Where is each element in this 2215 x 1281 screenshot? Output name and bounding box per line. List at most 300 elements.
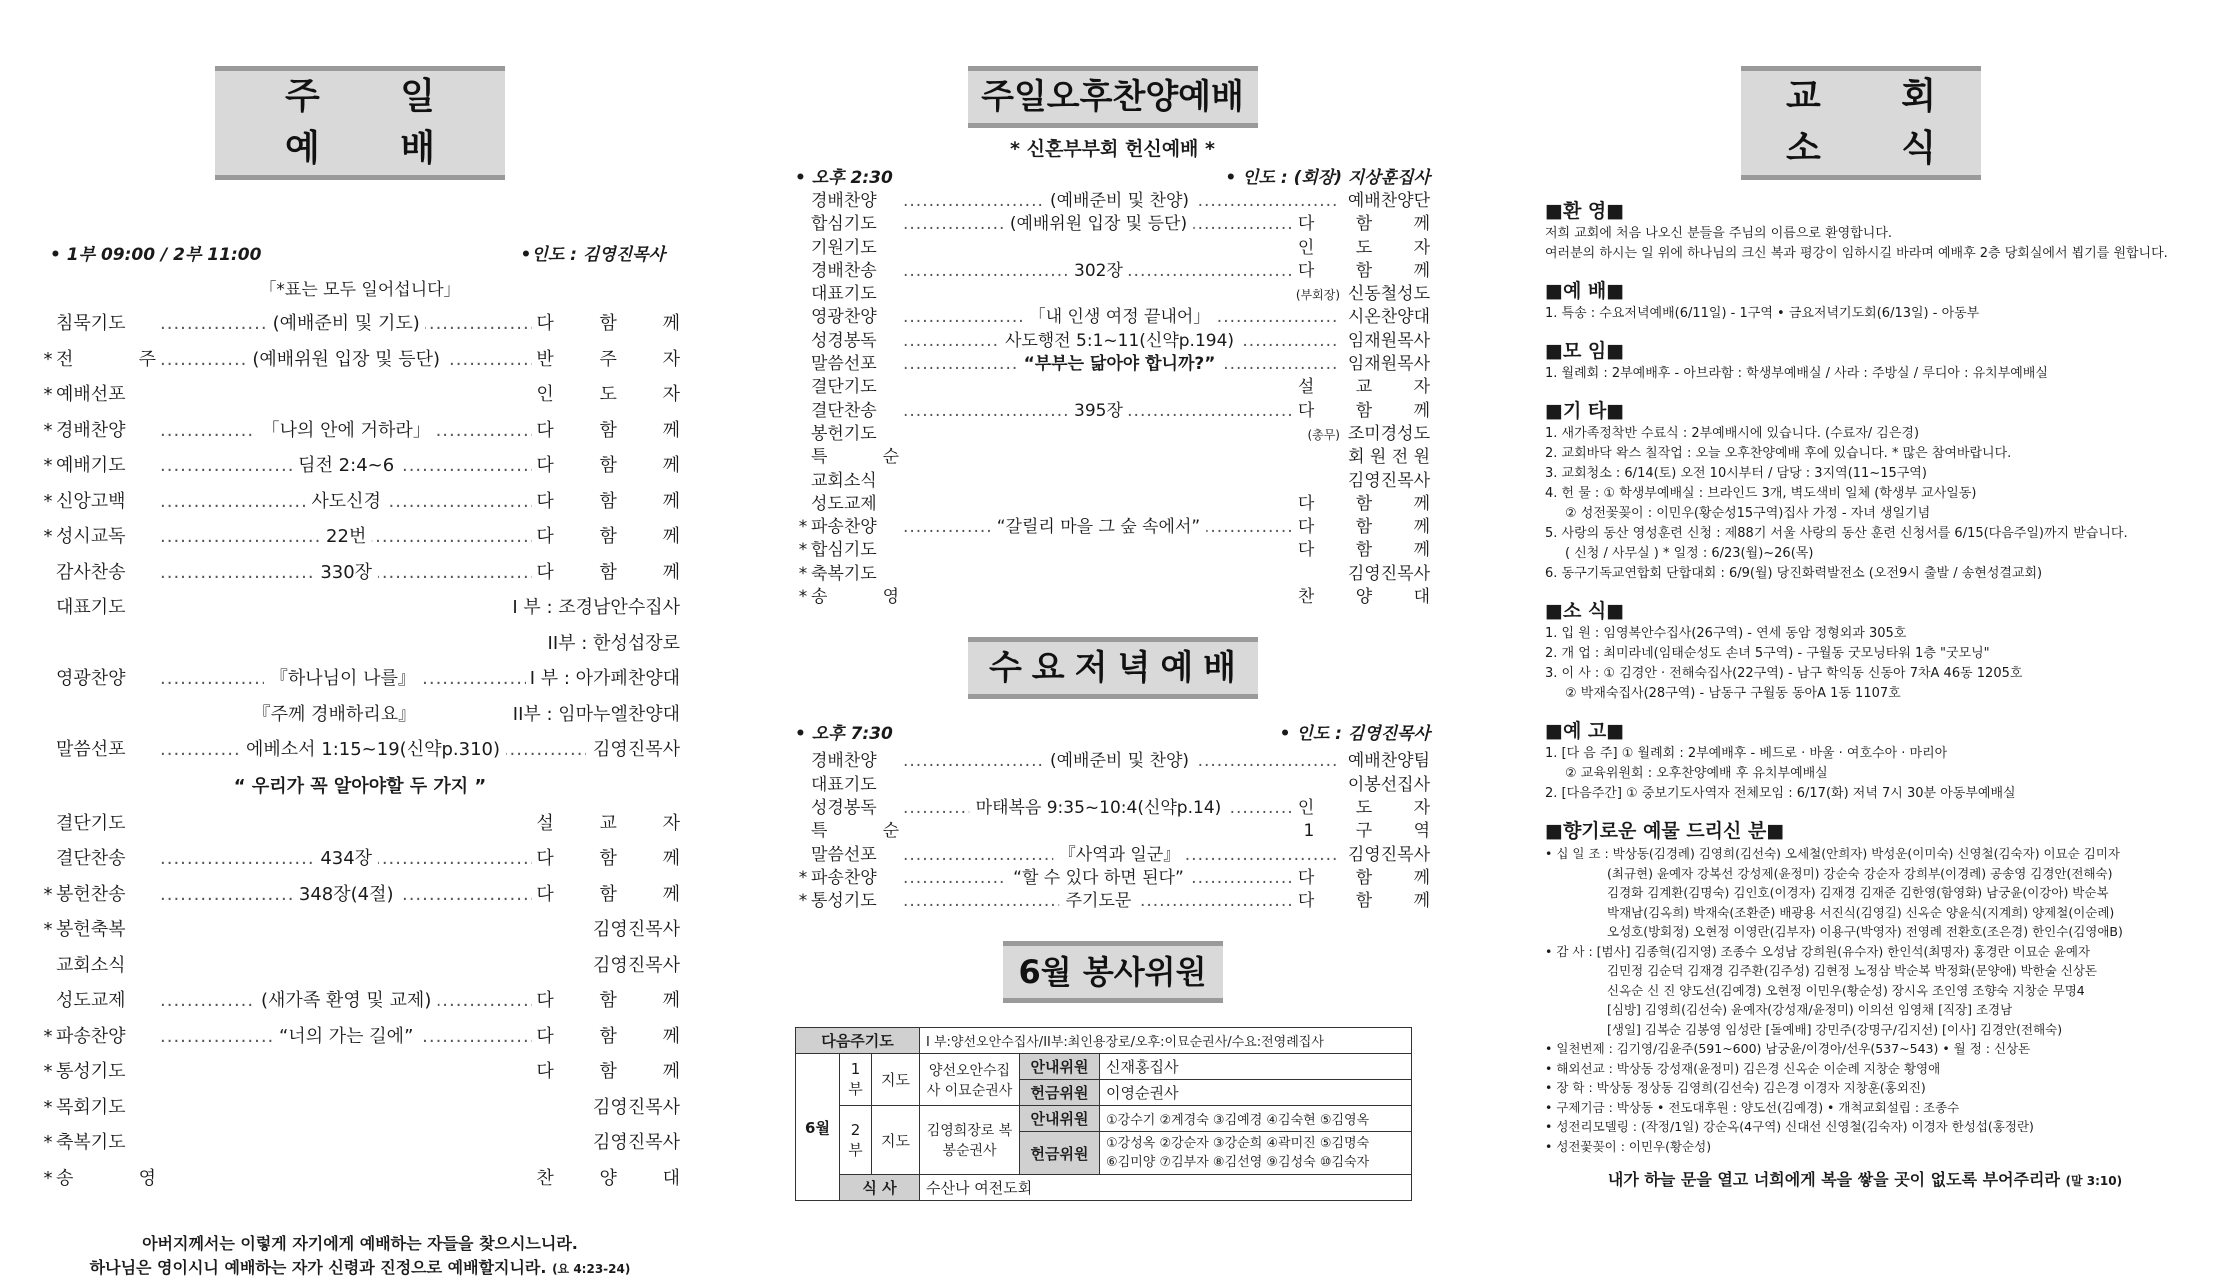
order-row: [40, 697, 680, 733]
order-row: [795, 376, 1448, 399]
order-item-detail-text: 주기도문: [1060, 890, 1138, 913]
order-item-detail: [160, 661, 526, 697]
news-line: 1. 입 원 : 임영복안수집사(26구역) - 연세 동암 정형외과 305호: [1545, 626, 1907, 641]
order-item-detail: [903, 844, 1336, 867]
stand-marker: *: [798, 587, 808, 608]
order-item-detail-text: 『주께 경배하리요』: [247, 697, 422, 733]
order-item-detail-text: 「내 인생 여정 끝내어」: [1023, 306, 1217, 329]
worship-text: [1545, 304, 2185, 324]
order-item-detail: [160, 1019, 532, 1055]
order-item-person: 다 함 께: [536, 313, 700, 334]
order-item-person: 김영진목사: [593, 1132, 680, 1153]
order-item-person: 설 교 자: [536, 812, 700, 834]
order-item-name: 대표기도: [811, 774, 877, 795]
order-item-name: 대표기도: [811, 284, 877, 305]
order-row: [40, 841, 700, 877]
wednesday-service-title: 수요저녁예배: [968, 637, 1258, 699]
order-item-name: 말씀선포: [56, 739, 126, 760]
stand-marker: *: [43, 1025, 53, 1047]
order-item-person: 신동철성도: [1347, 284, 1430, 305]
standing-note: 「*표는 모두 일어섭니다」: [259, 280, 461, 300]
notice-text: [1545, 744, 2185, 804]
order-row: [40, 912, 680, 948]
order-row: [795, 283, 1430, 306]
order-row: [795, 306, 1430, 329]
order-item-name: 축복기도: [811, 563, 877, 584]
order-row: [40, 983, 700, 1019]
stand-marker: *: [43, 455, 53, 476]
order-row: [40, 1090, 680, 1126]
order-item-name: 파송찬양: [56, 1025, 126, 1047]
order-item-detail: [160, 519, 532, 555]
order-item-person: 다 함 께: [536, 848, 700, 869]
meeting-heading: ■모 임■: [1545, 340, 1625, 362]
order-item-person: 이봉선집사: [1347, 774, 1430, 795]
order-row: [795, 563, 1430, 586]
guide-label-1: 안내위원: [1020, 1054, 1100, 1080]
order-item-detail-text: 395장: [1068, 400, 1129, 423]
news-line: • 해외선교 : 박상동 강성재(윤정미) 김은경 신옥순 이순례 지창순 황영애: [1545, 1060, 1941, 1076]
news-line: [생일] 김복순 김봉영 임성란 [돌예배] 강민주(강명구/김지선) [이사] 김경안(전해숙): [1607, 1021, 2063, 1037]
stand-marker: *: [798, 517, 808, 538]
order-item-detail: [160, 983, 532, 1019]
order-item-name: 경배찬양: [56, 419, 126, 441]
afternoon-subtitle: * 신혼부부회 헌신예배 *: [1010, 138, 1215, 160]
stand-marker: *: [43, 419, 53, 441]
order-item-name: 교회소식: [811, 470, 877, 491]
stand-marker: *: [43, 1096, 53, 1118]
order-item-person: 김영진목사: [1347, 844, 1430, 865]
order-row: [795, 890, 1448, 913]
order-row: [795, 260, 1448, 283]
order-item-person: I 부 : 조경남안수집사: [512, 597, 680, 618]
order-item-person: 다 함 께: [1297, 260, 1448, 281]
news-line: • 성전꽃꽂이 : 이민우(황순성): [1545, 1138, 1712, 1154]
order-item-name: 파송찬양: [811, 867, 877, 888]
news-line: ② 박재숙집사(28구역) - 남동구 구월동 동아A 1동 1107호: [1565, 686, 1901, 701]
order-row: [40, 484, 700, 520]
order-item-name: 교회소식: [56, 954, 126, 976]
worship-heading: ■예 배■: [1545, 280, 1625, 302]
order-item-person: 다 함 께: [536, 419, 700, 441]
offerings-heading: ■향기로운 예물 드리신 분■: [1545, 820, 1785, 842]
order-row: [40, 626, 680, 662]
verse-line-2: 하나님은 영이시니 예배하는 자가 신령과 진정으로 예배할지니라.: [89, 1258, 547, 1277]
order-row: [40, 448, 700, 484]
news-heading: ■소 식■: [1545, 600, 1625, 622]
order-item-detail: [903, 750, 1336, 773]
order-row: [795, 844, 1430, 867]
order-item-person: 찬 양 대: [1297, 587, 1448, 608]
order-item-name: 합심기도: [811, 214, 877, 235]
afternoon-leader: • 인도 : (회장) 지상훈집사: [1225, 168, 1430, 188]
order-item-detail: [903, 353, 1336, 376]
wednesday-time: • 오후 7:30: [795, 724, 893, 745]
news-line: • 십 일 조 : 박상동(김경례) 김영희(김선숙) 오세철(안희자) 박성운(이미숙) 신영철(김숙자) 이묘순 김미자: [1545, 846, 2120, 861]
offering-label-2: 헌금위원: [1020, 1132, 1100, 1175]
order-item-name: 통성기도: [811, 891, 877, 912]
meal-value: 수산나 여전도회: [920, 1175, 1412, 1201]
first-leaders: 양선오안수집사 이묘순권사: [920, 1054, 1020, 1106]
order-item-detail-text: 「나의 안에 거하라」: [256, 413, 437, 449]
news-line: 1. 월례회 : 2부예배후 - 아브라함 : 학생부예배실 / 사라 : 주방실 / 루디아 : 유치부예배실: [1545, 366, 2048, 381]
order-item-person: 다 함 께: [536, 526, 700, 547]
news-line: 6. 동구기독교연합회 단합대회 : 6/9(월) 당진화력발전소 (오전9시 출발 / 송현성결교회): [1545, 566, 2043, 581]
order-item-person: 다 함 께: [536, 1025, 700, 1047]
news-line: 신옥순 신 진 양도선(김예경) 오현정 이민우(황순성) 장시옥 조인영 조향숙 지창순 무명4: [1607, 982, 2085, 998]
order-row: [40, 342, 700, 378]
order-item-person: 다 함 께: [1297, 493, 1448, 514]
order-item-person: 다 함 께: [536, 990, 700, 1011]
order-item-detail: [903, 330, 1336, 353]
order-item-detail-text: (예배준비 및 찬양): [1044, 750, 1195, 773]
guide-value-1: 신재홍집사: [1100, 1054, 1412, 1080]
order-row: [795, 867, 1448, 890]
stand-marker: *: [43, 490, 53, 512]
order-item-detail: [903, 516, 1294, 539]
order-item-person: 인 도 자: [1297, 797, 1448, 818]
offering-value-2a: ①강성옥 ②강순자 ③강순희 ④곽미진 ⑤김명숙: [1106, 1136, 1370, 1152]
order-row: [795, 539, 1448, 562]
news-line: • 성전리모델링 : (작정/1일) 강순옥(4구역) 신대선 신영철(김숙자) 이경자 한성섭(홍정란): [1545, 1119, 2034, 1134]
order-item-name: 영광찬양: [811, 307, 877, 328]
offerings-text: [1545, 844, 2185, 1156]
order-row: [795, 446, 1430, 469]
service-time: • 1부 09:00 / 2부 11:00: [50, 245, 262, 265]
order-item-person: 인 도 자: [1297, 237, 1448, 258]
next-week-prayer-label: 다음주기도: [796, 1028, 920, 1054]
order-item-person: 임재원목사: [1347, 354, 1430, 375]
first-leader-label: 지도: [872, 1054, 920, 1106]
order-item-person: 찬 양 대: [536, 1167, 700, 1189]
order-row: [795, 237, 1448, 260]
order-item-detail: [903, 890, 1294, 913]
news-line: 4. 헌 물 : ① 학생부예배실 : 브라인드 3개, 벽도색비 일체 (학생부 교사일동): [1545, 486, 1977, 501]
order-item-name: 합심기도: [811, 540, 877, 561]
order-row: [795, 470, 1430, 493]
stand-marker: *: [43, 1167, 53, 1189]
meal-label: 식 사: [840, 1175, 920, 1201]
news-line: 1. [다 음 주] ① 월례회 : 2부예배후 - 베드로 · 바울 · 여호수아 · 마리아: [1545, 746, 1948, 761]
order-item-person: 김영진목사: [593, 739, 680, 760]
order-row: [40, 377, 700, 413]
order-item-detail: [160, 877, 532, 913]
order-item-detail: [903, 213, 1294, 236]
order-item-person: 회 원 전 원: [1348, 447, 1430, 468]
order-item-detail: [160, 342, 532, 378]
order-item-person: 김영진목사: [1347, 470, 1430, 491]
news-line: 5. 사랑의 동산 영성훈련 신청 : 제88기 서울 사랑의 동산 훈련 신청서를 6/15(다음주일)까지 받습니다.: [1545, 526, 2128, 541]
wednesday-leader: • 인도 : 김영진목사: [1279, 724, 1430, 745]
order-item-detail: [160, 448, 532, 484]
stand-marker: *: [43, 919, 53, 940]
news-line: 김경화 김계환(김명숙) 김인호(이경자) 김재경 김재준 김한영(함영화) 남궁윤(이강아) 박순복: [1607, 885, 2109, 900]
order-item-detail: [903, 400, 1294, 423]
news-line: (최규현) 윤예자 강복선 강성제(윤정미) 강순숙 강순자 강희부(이경례) 공송영 김경안(전해숙): [1607, 865, 2113, 881]
order-item-person: 다 함 께: [536, 1061, 700, 1082]
order-item-detail-text: 『사역과 일군』: [1053, 844, 1187, 867]
order-row: [795, 586, 1448, 609]
order-item-name: 전 주: [56, 348, 156, 370]
stand-marker: *: [43, 883, 53, 905]
order-row: [40, 806, 700, 842]
stand-marker: *: [43, 1061, 53, 1082]
news-line: 여러분의 하시는 일 위에 하나님의 크신 복과 평강이 임하시길 바라며 예배후 2층 당회실에서 뵙기를 원합니다.: [1545, 246, 2168, 261]
first-service-cell: 1부: [840, 1054, 872, 1106]
order-item-name: 신앙고백: [56, 490, 126, 512]
order-row: [40, 948, 680, 984]
order-item-name: 예배기도: [56, 455, 126, 476]
right-verse: 내가 하늘 문을 열고 너희에게 복을 쌓을 곳이 없도록 부어주리라: [1607, 1170, 2060, 1189]
order-item-person: 다 함 께: [1297, 540, 1448, 561]
order-item-name: 결단찬송: [56, 848, 126, 869]
order-item-role: (총무): [1307, 427, 1340, 442]
afternoon-time: • 오후 2:30: [795, 168, 893, 188]
order-item-name: 성시교독: [56, 526, 126, 547]
order-item-detail-text: (새가족 환영 및 교제): [255, 983, 437, 1019]
order-item-detail-text: “부부는 닮아야 합니까?”: [1018, 353, 1222, 376]
order-row: [40, 1019, 700, 1055]
order-item-person: 반 주 자: [536, 348, 700, 370]
news-line: 박재남(김옥희) 박재숙(조환준) 배광용 서진식(김영길) 신옥순 양윤식(지계희) 양제철(이순례): [1607, 904, 2115, 920]
order-item-detail-text: 348장(4절): [293, 877, 400, 913]
offering-value-1: 이영순권사: [1100, 1080, 1412, 1106]
guide-label-2: 안내위원: [1020, 1106, 1100, 1132]
order-item-person: II부 : 임마누엘찬양대: [512, 703, 680, 725]
stand-marker: *: [798, 891, 808, 912]
stand-marker: *: [43, 384, 53, 405]
news-line: 김민정 김순덕 김재경 김주환(김주성) 김현정 노정삼 박순복 박정화(문양애) 박한술 신상돈: [1607, 963, 2097, 978]
order-item-name: 말씀선포: [811, 354, 877, 375]
news-line: 3. 이 사 : ① 김경안 · 전해숙집사(22구역) - 남구 학익동 신동아 7차A 46동 1205호: [1545, 666, 2023, 681]
order-item-detail-text: 마태복음 9:35~10:4(신약p.14): [970, 797, 1228, 820]
order-row: [40, 413, 700, 449]
order-item-detail-text: (예배위원 입장 및 등단): [246, 342, 446, 378]
sermon-title: “ 우리가 꼭 알아야할 두 가지 ”: [233, 775, 487, 797]
order-item-person: 김영진목사: [593, 1096, 680, 1118]
order-row: [40, 590, 680, 626]
order-item-name: 성도교제: [56, 990, 126, 1011]
stand-marker: *: [43, 348, 53, 370]
news-line: ( 신청 / 사무실 ) * 일정 : 6/23(월)~26(목): [1565, 546, 1814, 561]
verse-line-1: 아버지께서는 이렇게 자기에게 예배하는 자들을 찾으시느니라.: [142, 1234, 578, 1253]
order-item-person: 김영진목사: [593, 954, 680, 976]
order-row: [795, 797, 1448, 820]
news-line: 저희 교회에 처음 나오신 분들을 주님의 이름으로 환영합니다.: [1545, 226, 1893, 241]
order-item-detail-text: 딤전 2:4~6: [292, 448, 400, 484]
order-item-name: 송 영: [56, 1167, 156, 1189]
order-row: [795, 750, 1430, 773]
order-item-name: 성경봉독: [811, 330, 877, 351]
news-line: • 구제기금 : 박상동 • 전도대후원 : 양도선(김예경) • 개척교회설립 : 조종수: [1545, 1099, 1960, 1115]
order-item-name: 송 영: [811, 587, 899, 608]
sunday-service-column: [40, 0, 700, 1277]
order-row: [40, 877, 700, 913]
afternoon-service-title: 주일오후찬양예배: [968, 66, 1258, 128]
order-item-person: 조미경성도: [1347, 423, 1430, 444]
welcome-text: [1545, 224, 2185, 264]
order-row: [795, 774, 1430, 797]
afternoon-service-column: [795, 0, 1448, 1240]
etc-text: [1545, 424, 2185, 584]
order-item-detail-text: (예배준비 및 기도): [267, 306, 426, 342]
order-item-name: 파송찬양: [811, 517, 877, 538]
church-news-column: [1545, 0, 2185, 1240]
news-line: 2. [다음주간] ① 중보기도사역자 전체모임 : 6/17(화) 저녁 7시 30분 아동부예배실: [1545, 786, 2016, 801]
order-item-detail-text: 『하나님이 나를』: [264, 661, 422, 697]
order-item-detail-text: 에베소서 1:15~19(신약p.310): [240, 732, 506, 768]
order-item-detail: [903, 190, 1336, 213]
service-leader: •인도 : 김영진목사: [520, 245, 665, 265]
order-row: [795, 330, 1430, 353]
order-item-detail-text: 302장: [1068, 260, 1129, 283]
order-item-person: 다 함 께: [1297, 214, 1448, 235]
order-item-person: 다 함 께: [1297, 400, 1448, 421]
news-line: 2. 교회바닥 왁스 칠작업 : 오늘 오후찬양예배 후에 있습니다. * 많은 참여바랍니다.: [1545, 446, 2012, 461]
order-row: [795, 190, 1430, 213]
stand-marker: *: [43, 1132, 53, 1153]
order-item-person: I 부 : 아가페찬양대: [529, 668, 680, 689]
order-item-detail: [160, 555, 532, 591]
order-item-person: 임재원목사: [1347, 330, 1430, 351]
order-item-name: 봉헌기도: [811, 423, 877, 444]
order-item-detail-text: 사도행전 5:1~11(신약p.194): [999, 330, 1240, 353]
order-item-person: 설 교 자: [1297, 377, 1448, 398]
order-item-detail-text: (예배준비 및 찬양): [1044, 190, 1195, 213]
order-item-name: 성도교제: [811, 493, 877, 514]
order-item-detail: [160, 484, 532, 520]
order-of-service-2: [40, 806, 700, 1197]
news-line: 오성호(방회정) 오현정 이영란(김부자) 이용구(박영자) 전영례 전환호(조은경) 한인수(김영애B): [1607, 924, 2123, 939]
order-item-name: 목회기도: [56, 1096, 126, 1118]
order-item-name: 경배찬양: [811, 751, 877, 772]
order-item-name: 특 순: [811, 447, 899, 468]
order-item-detail: [903, 306, 1336, 329]
order-item-person: II부 : 한성섭장로: [547, 632, 680, 654]
news-line: ② 교육위원회 : 오후찬양예배 후 유치부예배실: [1565, 766, 1828, 781]
order-item-detail-text: 사도신경: [305, 484, 387, 520]
order-item-name: 봉헌축복: [56, 919, 126, 940]
order-item-detail-text: “너의 가는 길에”: [273, 1019, 419, 1055]
second-leaders: 김영희장로 복봉순권사: [920, 1106, 1020, 1175]
order-item-person: 다 함 께: [1297, 867, 1448, 888]
guide-value-2: ①강수기 ②계경숙 ③김예경 ④김숙현 ⑤김영옥: [1100, 1106, 1412, 1132]
order-item-person: 예배찬양팀: [1347, 751, 1430, 772]
order-item-detail: [160, 413, 532, 449]
order-item-name: 예배선포: [56, 384, 126, 405]
order-item-name: 경배찬송: [811, 260, 877, 281]
order-item-name: 침묵기도: [56, 313, 126, 334]
order-row: [795, 493, 1448, 516]
order-row: [795, 213, 1448, 236]
order-row: [40, 661, 680, 697]
stand-marker: *: [43, 526, 53, 547]
order-item-name: 결단기도: [56, 812, 126, 834]
order-item-name: 결단찬송: [811, 400, 877, 421]
order-item-name: 통성기도: [56, 1061, 126, 1082]
order-item-name: 특 순: [811, 821, 899, 842]
news-line: • 장 학 : 박상동 정상동 김영희(김선숙) 김은경 이경자 지창훈(홍외진): [1545, 1080, 1926, 1095]
second-leader-label: 지도: [872, 1106, 920, 1175]
order-item-detail: [903, 260, 1294, 283]
order-item-person: 다 함 께: [536, 561, 700, 583]
news-line: • 감 사 : [범사] 김종혁(김지영) 조종수 오성남 강희원(유수자) 한인석(최명자) 홍경란 이묘순 윤예자: [1545, 943, 2091, 959]
order-row: [40, 732, 680, 768]
order-row: [795, 353, 1430, 376]
order-item-name: 결단기도: [811, 377, 877, 398]
order-item-detail: [160, 841, 532, 877]
order-item-detail: [903, 867, 1294, 890]
order-item-person: 다 함 께: [1297, 517, 1448, 538]
news-line: 3. 교회청소 : 6/14(토) 오전 10시부터 / 담당 : 3지역(11~15구역): [1545, 466, 1927, 481]
stand-marker: *: [798, 540, 808, 561]
order-item-detail: [903, 797, 1294, 820]
order-item-detail: [160, 732, 586, 768]
order-item-person: 김영진목사: [593, 919, 680, 940]
order-row: [795, 423, 1430, 446]
order-item-detail-text: “할 수 있다 하면 된다”: [1007, 867, 1190, 890]
sunday-service-title: 주 일 예 배: [215, 66, 505, 180]
notice-heading: ■예 고■: [1545, 720, 1625, 742]
news-line: 1. 특송 : 수요저녁예배(6/11일) - 1구역 • 금요저녁기도회(6/13일) - 아동부: [1545, 306, 1980, 321]
order-item-person: 다 함 께: [1297, 891, 1448, 912]
order-item-name: 영광찬양: [56, 668, 126, 689]
order-item-name: 감사찬송: [56, 561, 126, 583]
order-item-person: 인 도 자: [536, 384, 700, 405]
afternoon-order: [795, 190, 1448, 609]
order-row: [40, 519, 700, 555]
offering-value-2b: ⑥김미양 ⑦김부자 ⑧김선영 ⑨김성숙 ⑩김숙자: [1106, 1155, 1370, 1171]
order-item-person: 다 함 께: [536, 883, 700, 905]
order-of-service: [40, 306, 700, 768]
order-item-person: 1 구 역: [1303, 821, 1448, 842]
news-line: 2. 개 업 : 최미라네(임태순성도 손녀 5구역) - 구월동 굿모닝타워 1층 "굿모닝": [1545, 646, 1990, 661]
next-week-prayer-value: I 부:양선오안수집사/II부:최인용장로/오후:이묘순권사/수요:전영례집사: [920, 1028, 1412, 1054]
order-row: [40, 1161, 700, 1197]
wednesday-order: [795, 750, 1448, 913]
order-row: [40, 1054, 700, 1090]
welcome-heading: ■환 영■: [1545, 200, 1625, 222]
news-line: [심방] 김영희(김선숙) 윤예자(강성재/윤정미) 이의선 임영채 [직장] 조경남: [1607, 1002, 2013, 1017]
church-news-title: 교 회 소 식: [1741, 66, 1981, 180]
volunteers-title: 6월 봉사위원: [1003, 941, 1223, 1003]
order-item-detail-text: 434장: [314, 841, 378, 877]
order-row: [40, 306, 700, 342]
offering-label-1: 헌금위원: [1020, 1080, 1100, 1106]
stand-marker: *: [798, 867, 808, 888]
right-verse-ref: (말 3:10): [2065, 1174, 2123, 1188]
meeting-text: [1545, 364, 2185, 384]
order-item-person: 시온찬양대: [1347, 307, 1430, 328]
second-service-cell: 2부: [840, 1106, 872, 1175]
order-item-person: 다 함 께: [536, 455, 700, 476]
order-item-detail-text: “갈릴리 마을 그 숲 속에서”: [991, 516, 1206, 539]
order-item-person: 예배찬양단: [1347, 191, 1430, 211]
order-item-detail-text: (예배위원 입장 및 등단): [1004, 213, 1193, 236]
stand-marker: *: [798, 563, 808, 584]
order-item-detail: [160, 306, 532, 342]
verse-ref: (요 4:23-24): [552, 1262, 631, 1276]
etc-heading: ■기 타■: [1545, 400, 1625, 422]
order-item-role: (부회장): [1295, 288, 1340, 303]
order-row: [40, 1125, 680, 1161]
news-line: • 일천번제 : 김기영/김윤주(591~600) 남궁윤/이경아/선우(537~543) • 월 정 : 신상돈: [1545, 1041, 2031, 1056]
order-item-person: 다 함 께: [536, 490, 700, 512]
order-row: [795, 400, 1448, 423]
order-item-name: 말씀선포: [811, 844, 877, 865]
order-item-name: 성경봉독: [811, 797, 877, 818]
order-row: [795, 516, 1448, 539]
